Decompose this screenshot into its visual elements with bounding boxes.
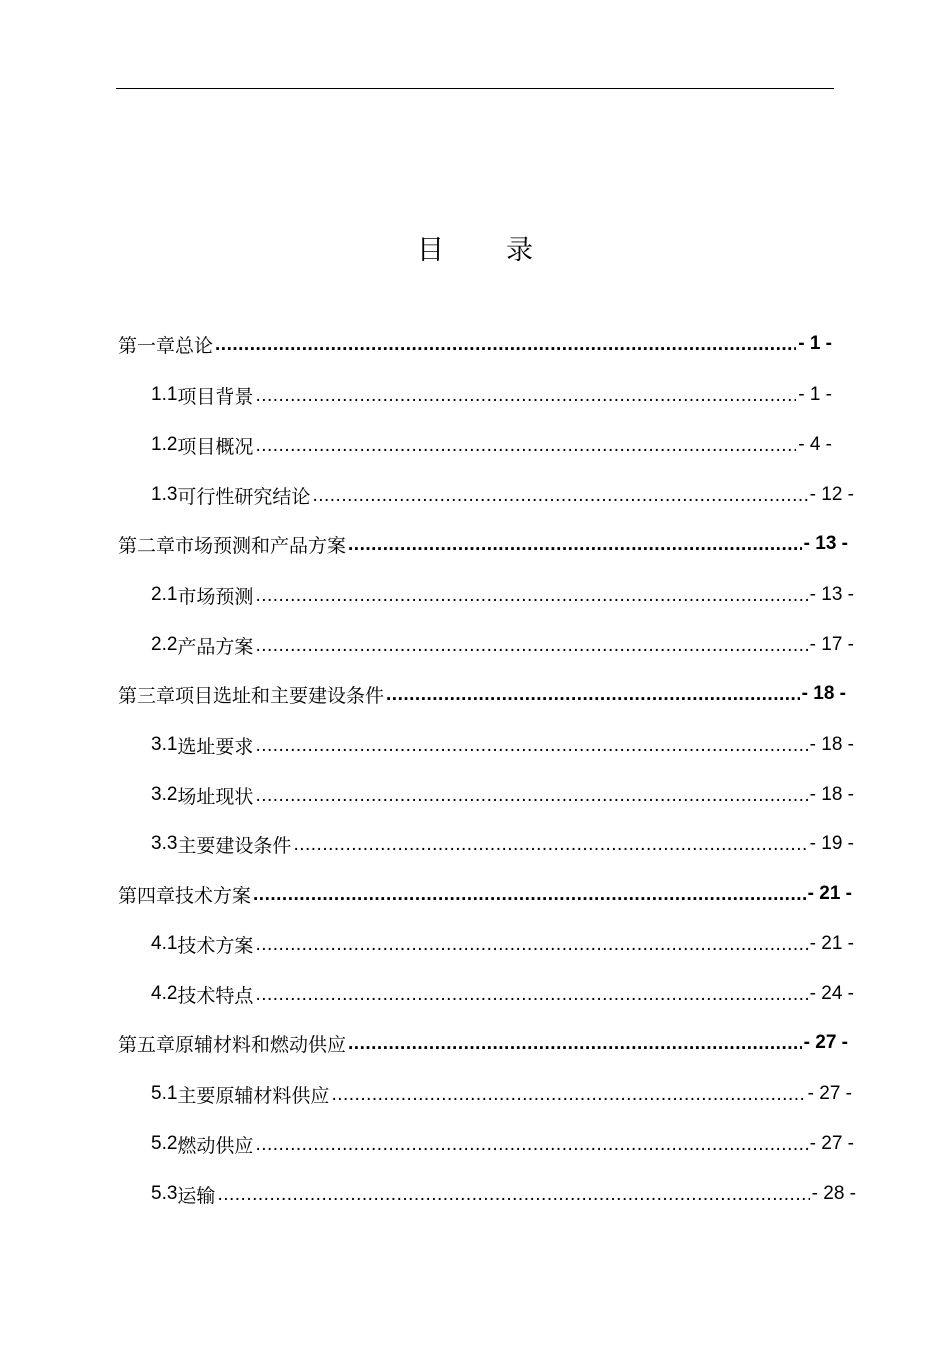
- toc-entry-page: - 18 -: [809, 734, 854, 755]
- toc-entry-page: - 27 -: [809, 1133, 854, 1154]
- toc-entry-label: 市场预测: [177, 585, 254, 608]
- toc-entry-label: 主要建设条件: [177, 834, 292, 857]
- toc-entry-label: 运输: [177, 1184, 216, 1207]
- dot-leader: [255, 585, 807, 607]
- toc-entry-number: 2.2: [151, 634, 178, 655]
- header-rule: [116, 88, 834, 89]
- toc-entry-section-3-2[interactable]: [151, 780, 854, 810]
- toc-entry-page: - 12 -: [809, 484, 854, 505]
- toc-entry-section-2-2[interactable]: [151, 630, 854, 660]
- toc-entry-number: 第一章: [118, 334, 176, 357]
- toc-entry-number: 第四章: [118, 884, 176, 907]
- dot-leader: [386, 684, 800, 706]
- toc-entry-chapter-2[interactable]: [118, 529, 848, 559]
- dot-leader: [255, 385, 796, 407]
- toc-entry-section-4-1[interactable]: [151, 929, 854, 959]
- toc-entry-number: 1.1: [151, 384, 178, 405]
- dot-leader: [331, 1084, 805, 1106]
- toc-title-char-2: 录: [506, 235, 533, 266]
- toc-entry-section-2-1[interactable]: [151, 580, 854, 610]
- dot-leader: [255, 785, 807, 807]
- dot-leader: [215, 334, 796, 356]
- dot-leader: [255, 635, 807, 657]
- toc-entry-label: 燃动供应: [177, 1134, 254, 1157]
- toc-entry-number: 2.1: [151, 584, 178, 605]
- dot-leader: [312, 485, 807, 507]
- toc-entry-number: 3.1: [151, 734, 178, 755]
- toc-entry-page: - 18 -: [801, 683, 846, 704]
- toc-entry-label: 选址要求: [177, 735, 254, 758]
- dot-leader: [293, 834, 807, 856]
- toc-entry-label: 技术方案: [175, 884, 252, 907]
- dot-leader: [217, 1184, 809, 1206]
- toc-title-char-1: 目: [417, 235, 444, 266]
- toc-entry-section-3-3[interactable]: [151, 829, 854, 859]
- toc-entry-label: 主要原辅材料供应: [177, 1084, 330, 1107]
- toc-entry-page: - 13 -: [809, 584, 854, 605]
- toc-entry-number: 4.2: [151, 983, 178, 1004]
- toc-entry-label: 产品方案: [177, 635, 254, 658]
- toc-entry-number: 4.1: [151, 933, 178, 954]
- dot-leader: [348, 534, 802, 556]
- toc-entry-label: 场址现状: [177, 785, 254, 808]
- toc-entry-page: - 13 -: [803, 533, 848, 554]
- toc-entry-number: 5.1: [151, 1083, 178, 1104]
- toc-entry-number: 1.3: [151, 484, 178, 505]
- toc-entry-label: 项目背景: [177, 385, 254, 408]
- toc-entry-page: - 18 -: [809, 784, 854, 805]
- dot-leader: [255, 984, 807, 1006]
- toc-title: [0, 228, 950, 267]
- toc-entry-label: 市场预测和产品方案: [175, 534, 347, 557]
- toc-entry-chapter-1[interactable]: [118, 329, 832, 359]
- toc-entry-page: - 4 -: [798, 434, 832, 455]
- toc-entry-number: 第三章: [118, 684, 176, 707]
- toc-entry-number: 第五章: [118, 1033, 176, 1056]
- toc-entry-label: 总论: [175, 334, 214, 357]
- toc-entry-label: 项目选址和主要建设条件: [175, 684, 385, 707]
- toc-entry-number: 3.3: [151, 833, 178, 854]
- toc-entry-page: - 27 -: [807, 1083, 852, 1104]
- toc-entry-chapter-5[interactable]: [118, 1028, 848, 1058]
- toc-entry-label: 技术特点: [177, 984, 254, 1007]
- dot-leader: [253, 884, 806, 906]
- toc-entry-section-1-1[interactable]: [151, 380, 832, 410]
- toc-entry-page: - 21 -: [807, 883, 852, 904]
- toc-entry-number: 第二章: [118, 534, 176, 557]
- toc-entry-section-3-1[interactable]: [151, 730, 854, 760]
- toc-entry-page: - 1 -: [798, 333, 832, 354]
- toc-entry-section-4-2[interactable]: [151, 979, 854, 1009]
- dot-leader: [255, 934, 807, 956]
- toc-entry-label: 原辅材料和燃动供应: [175, 1033, 347, 1056]
- toc-entry-page: - 21 -: [809, 933, 854, 954]
- toc-entry-page: - 27 -: [803, 1032, 848, 1053]
- toc-entry-page: - 28 -: [811, 1183, 856, 1204]
- toc-entry-page: - 24 -: [809, 983, 854, 1004]
- toc-entry-section-1-2[interactable]: [151, 430, 832, 460]
- toc-entry-number: 5.2: [151, 1133, 178, 1154]
- toc-entry-section-1-3[interactable]: [151, 480, 854, 510]
- dot-leader: [255, 735, 807, 757]
- toc-entry-page: - 1 -: [798, 384, 832, 405]
- toc-entry-section-5-3[interactable]: [151, 1179, 856, 1209]
- dot-leader: [255, 435, 796, 457]
- toc-entry-section-5-2[interactable]: [151, 1129, 854, 1159]
- toc-entry-label: 可行性研究结论: [177, 485, 311, 508]
- toc-entry-page: - 19 -: [809, 833, 854, 854]
- toc-entry-label: 项目概况: [177, 435, 254, 458]
- toc-entry-label: 技术方案: [177, 934, 254, 957]
- dot-leader: [348, 1033, 802, 1055]
- toc-entry-number: 5.3: [151, 1183, 178, 1204]
- dot-leader: [255, 1134, 807, 1156]
- toc-entry-number: 3.2: [151, 784, 178, 805]
- toc-entry-chapter-4[interactable]: [118, 879, 852, 909]
- toc-entry-section-5-1[interactable]: [151, 1079, 852, 1109]
- toc-entry-number: 1.2: [151, 434, 178, 455]
- toc-entry-page: - 17 -: [809, 634, 854, 655]
- toc-entry-chapter-3[interactable]: [118, 679, 846, 709]
